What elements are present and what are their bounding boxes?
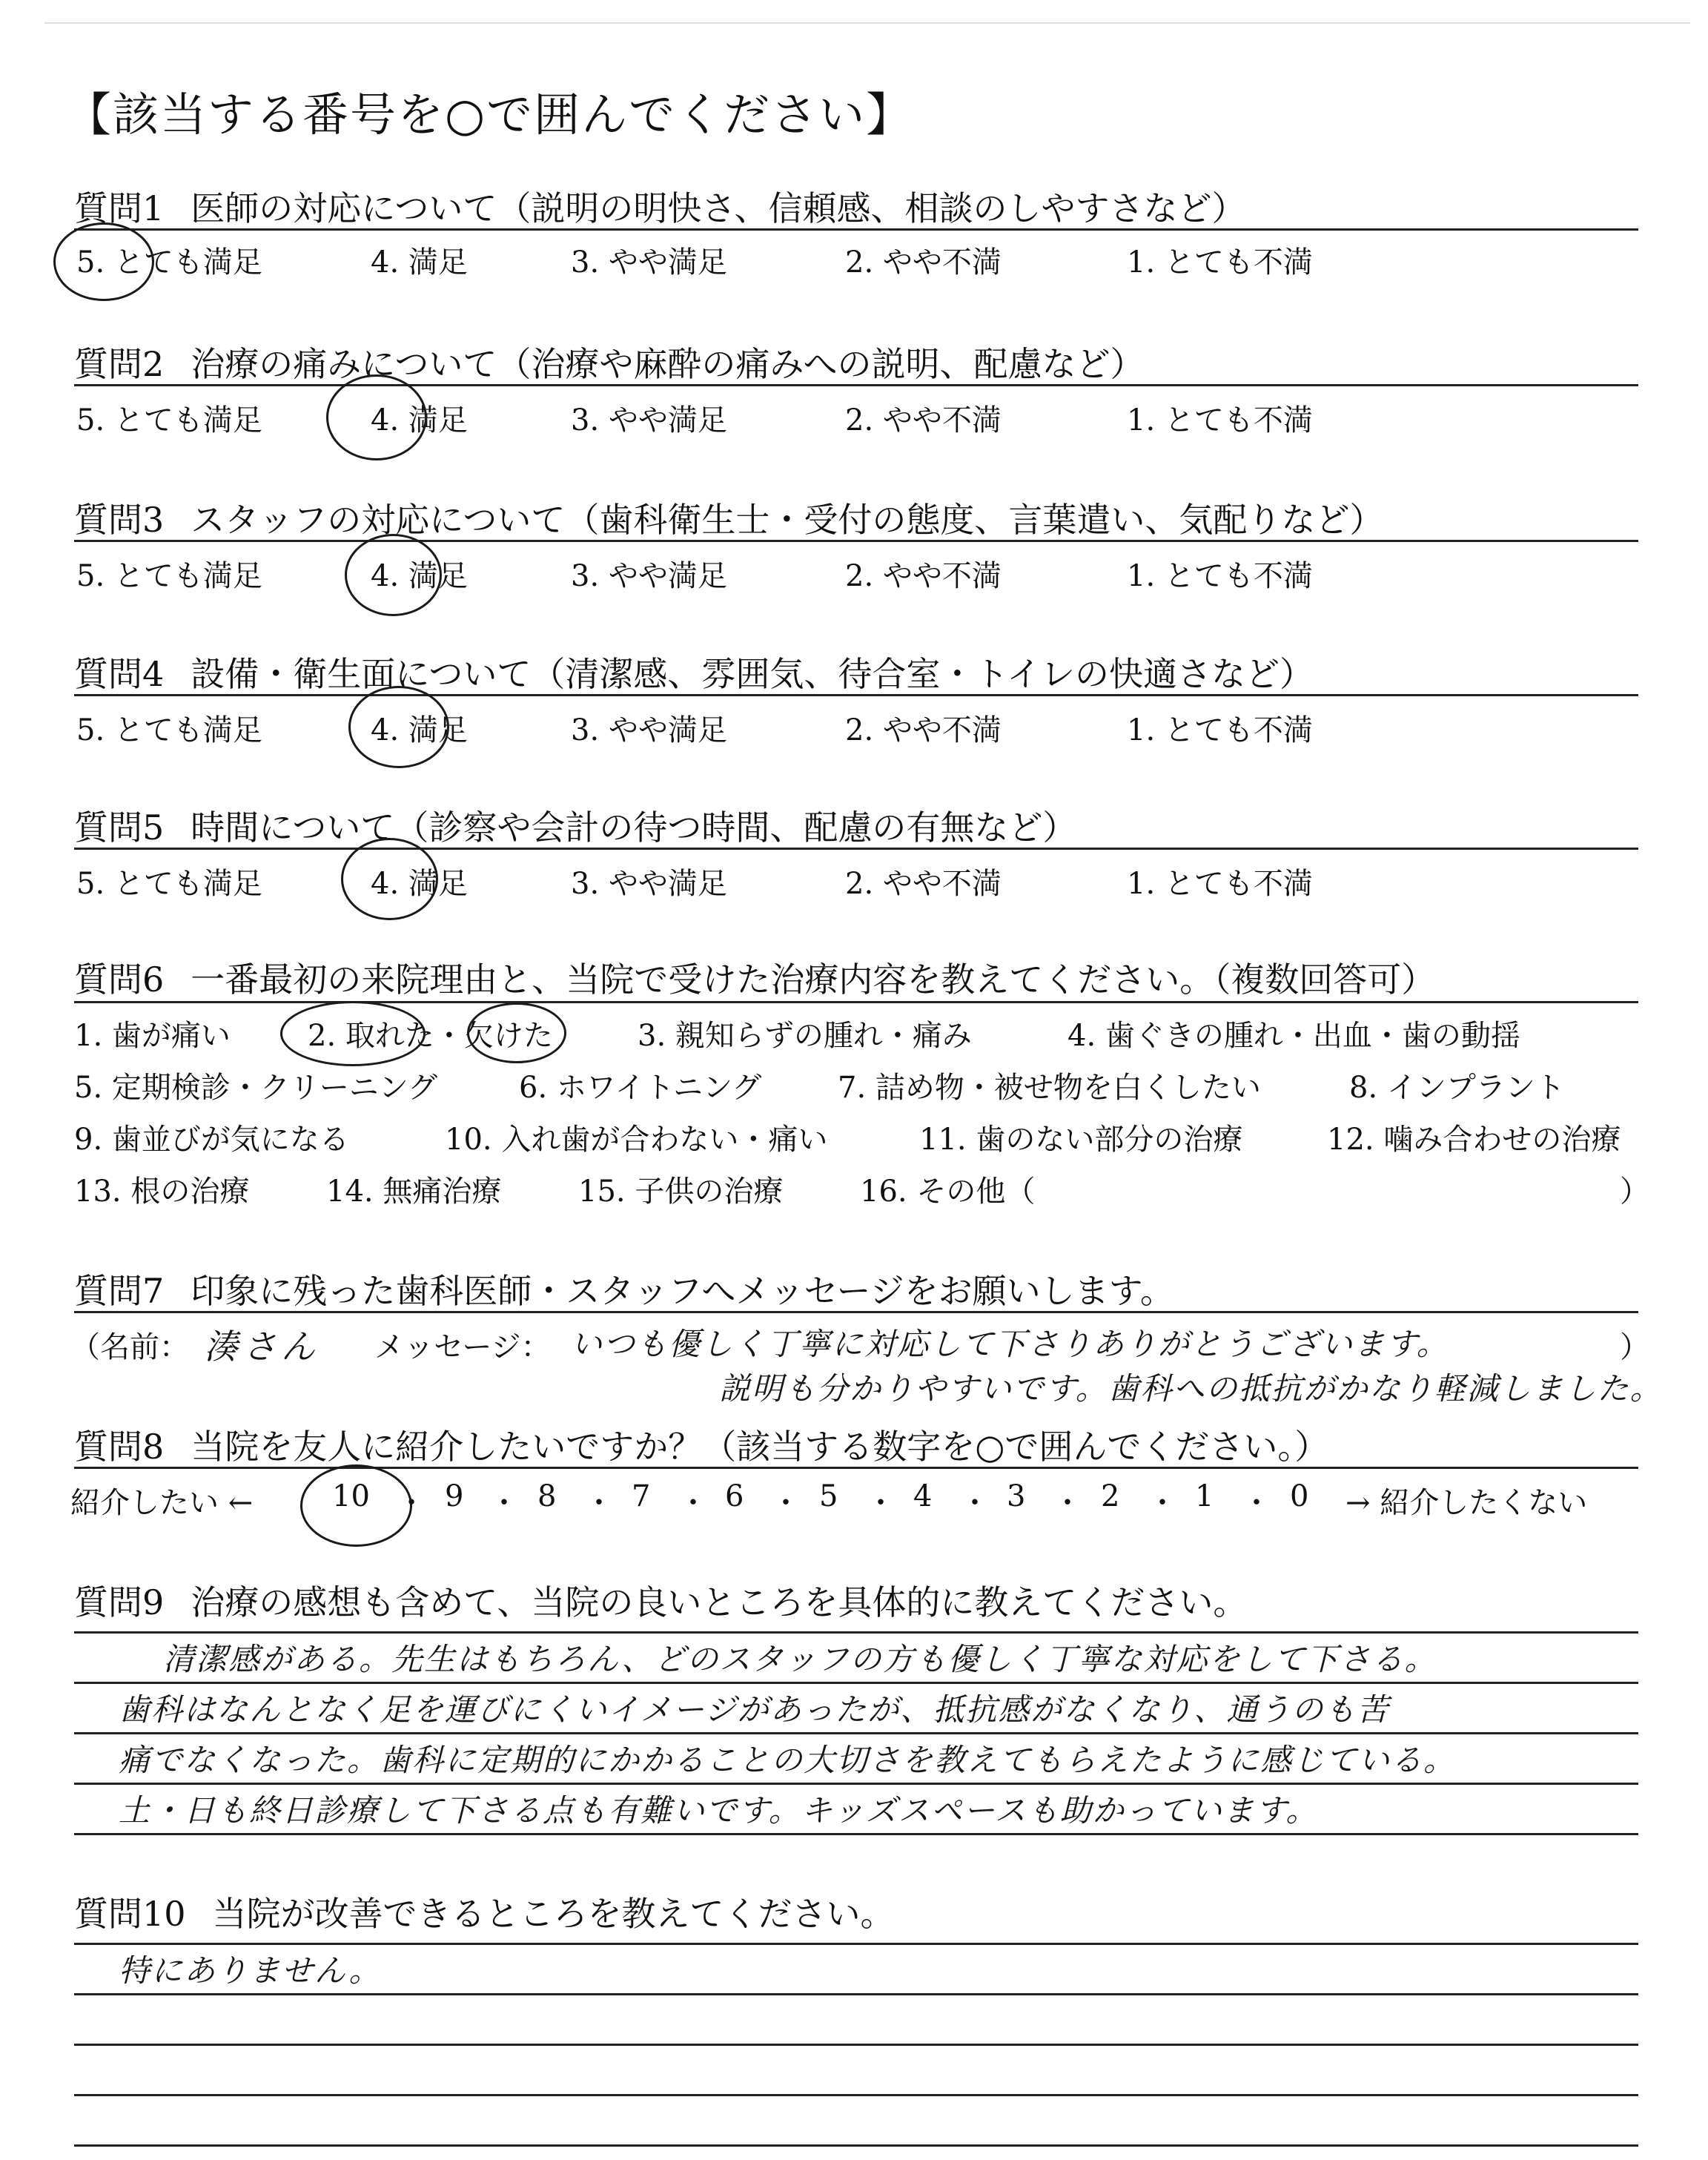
scale-value-2[interactable]: 2 bbox=[1101, 1479, 1120, 1513]
reason-10[interactable]: 10. 入れ歯が合わない・痛い bbox=[445, 1123, 828, 1157]
q4-option-1[interactable]: 1. とても不満 bbox=[1127, 713, 1313, 747]
question-6 bbox=[74, 953, 1435, 1002]
scale-dot: ・ bbox=[960, 1486, 990, 1520]
question-5 bbox=[74, 801, 1076, 850]
scale-value-3[interactable]: 3 bbox=[1007, 1479, 1026, 1513]
reason-9[interactable]: 9. 歯並びが気になる bbox=[74, 1123, 349, 1157]
message-name-value[interactable]: 湊さん bbox=[204, 1327, 320, 1367]
q4-option-4[interactable]: 4. 満足 bbox=[371, 713, 468, 747]
question-2-rule bbox=[74, 384, 1638, 386]
q9-line-2 bbox=[74, 1682, 1638, 1684]
q4-option-2[interactable]: 2. やや不満 bbox=[845, 713, 1002, 747]
scale-value-1[interactable]: 1 bbox=[1195, 1479, 1214, 1513]
question-10-text: 当院が改善できるところを教えてください。 bbox=[212, 1894, 895, 1934]
question-6-rule bbox=[74, 1001, 1638, 1003]
question-3-text: スタッフの対応について（歯科衛生士・受付の態度、言葉遣い、気配りなど） bbox=[191, 500, 1384, 540]
question-5-label: 質問5 bbox=[74, 807, 165, 848]
question-2-text: 治療の痛みについて（治療や麻酔の痛みへの説明、配慮など） bbox=[191, 344, 1145, 384]
reason-16-close: ） bbox=[1620, 1175, 1649, 1209]
question-3-rule bbox=[74, 540, 1638, 542]
question-4-label: 質問4 bbox=[74, 654, 165, 694]
q10-line-1 bbox=[74, 1943, 1638, 1945]
question-5-text: 時間について（診察や会計の待つ時間、配慮の有無など） bbox=[191, 807, 1077, 848]
message-line-1[interactable]: いつも優しく丁寧に対応して下さりありがとうございます。 bbox=[571, 1326, 1449, 1362]
question-8-text: 当院を友人に紹介したいですか？（該当する数字を○で囲んでください。） bbox=[191, 1427, 1329, 1467]
scale-value-8[interactable]: 8 bbox=[537, 1479, 557, 1513]
question-1-rule bbox=[74, 228, 1638, 231]
question-7-label: 質問7 bbox=[74, 1271, 165, 1311]
scale-value-4[interactable]: 4 bbox=[913, 1479, 933, 1513]
question-5-rule bbox=[74, 848, 1638, 850]
reason-16[interactable]: 16. その他（ bbox=[860, 1175, 1036, 1209]
reason-1[interactable]: 1. 歯が痛い bbox=[74, 1019, 231, 1053]
reason-8[interactable]: 8. インプラント bbox=[1349, 1071, 1565, 1105]
q1-option-4[interactable]: 4. 満足 bbox=[371, 245, 468, 280]
question-8 bbox=[74, 1420, 1328, 1469]
scale-dot: ・ bbox=[866, 1486, 896, 1520]
reason-6[interactable]: 6. ホワイトニング bbox=[519, 1071, 762, 1105]
message-name-label: （名前： bbox=[70, 1330, 189, 1364]
q3-option-1[interactable]: 1. とても不満 bbox=[1127, 559, 1313, 593]
q1-option-5[interactable]: 5. とても満足 bbox=[76, 245, 262, 280]
q9-line-3 bbox=[74, 1732, 1638, 1734]
q4-option-3[interactable]: 3. やや満足 bbox=[571, 713, 727, 747]
scale-right-label: → 紹介したくない bbox=[1345, 1486, 1588, 1520]
question-1-label: 質問1 bbox=[74, 188, 165, 228]
question-7-rule bbox=[74, 1311, 1638, 1313]
scale-dot: ・ bbox=[1148, 1486, 1177, 1520]
q9-line-4 bbox=[74, 1783, 1638, 1785]
q2-option-3[interactable]: 3. やや満足 bbox=[571, 403, 727, 437]
question-6-label: 質問6 bbox=[74, 960, 165, 1000]
q9-line-1 bbox=[74, 1631, 1638, 1634]
q1-option-1[interactable]: 1. とても不満 bbox=[1127, 245, 1313, 280]
question-6-text: 一番最初の来院理由と、当院で受けた治療内容を教えてください。（複数回答可） bbox=[191, 960, 1436, 1000]
scale-dot: ・ bbox=[1053, 1486, 1082, 1520]
q9-answer-line-3[interactable]: 痛でなくなった。歯科に定期的にかかることの大切さを教えてもらえたように感じている。 bbox=[119, 1742, 1457, 1778]
top-edge-line bbox=[44, 22, 1690, 24]
q3-answer-circle bbox=[345, 534, 442, 616]
question-9 bbox=[74, 1576, 1247, 1625]
question-9-label: 質問9 bbox=[74, 1582, 165, 1622]
question-10 bbox=[74, 1887, 895, 1936]
q9-answer-line-4[interactable]: 土・日も終日診療して下さる点も有難いです。キッズスペースも助かっています。 bbox=[119, 1792, 1319, 1829]
message-line-2[interactable]: 説明も分かりやすいです。歯科への抵抗がかなり軽減しました。 bbox=[719, 1370, 1663, 1407]
q10-answer[interactable]: 特にありません。 bbox=[119, 1952, 382, 1989]
reason-7[interactable]: 7. 詰め物・被せ物を白くしたい bbox=[838, 1071, 1261, 1105]
scale-dot: ・ bbox=[771, 1486, 801, 1520]
q5-option-2[interactable]: 2. やや不満 bbox=[845, 867, 1002, 901]
reason-2[interactable]: 2. 取れた・欠けた bbox=[308, 1019, 553, 1053]
scale-left-label: 紹介したい ← bbox=[70, 1486, 254, 1520]
q8-answer-circle bbox=[300, 1464, 412, 1547]
question-4-text: 設備・衛生面について（清潔感、雰囲気、待合室・トイレの快適さなど） bbox=[191, 654, 1314, 694]
q2-option-2[interactable]: 2. やや不満 bbox=[845, 403, 1002, 437]
reason-2-circle-a bbox=[280, 1001, 426, 1066]
question-9-text: 治療の感想も含めて、当院の良いところを具体的に教えてください。 bbox=[191, 1582, 1248, 1622]
message-label: メッセージ： bbox=[374, 1330, 551, 1364]
q5-answer-circle bbox=[341, 838, 438, 920]
q5-option-4[interactable]: 4. 満足 bbox=[371, 867, 468, 901]
reason-13[interactable]: 13. 根の治療 bbox=[74, 1175, 250, 1209]
q10-line-4 bbox=[74, 2094, 1638, 2096]
scale-dot: ・ bbox=[678, 1486, 708, 1520]
q4-answer-circle bbox=[348, 686, 449, 768]
question-1 bbox=[74, 182, 1246, 231]
reason-4[interactable]: 4. 歯ぐきの腫れ・出血・歯の動揺 bbox=[1068, 1019, 1520, 1053]
q5-option-3[interactable]: 3. やや満足 bbox=[571, 867, 727, 901]
reason-3[interactable]: 3. 親知らずの腫れ・痛み bbox=[638, 1019, 972, 1053]
q3-option-4[interactable]: 4. 満足 bbox=[371, 559, 468, 593]
q9-answer-line-2[interactable]: 歯科はなんとなく足を運びにくいイメージがあったが、抵抗感がなくなり、通うのも苦 bbox=[119, 1691, 1390, 1728]
scale-dot: ・ bbox=[489, 1486, 519, 1520]
question-2-label: 質問2 bbox=[74, 344, 165, 384]
question-8-rule bbox=[74, 1467, 1638, 1469]
q9-line-5 bbox=[74, 1833, 1638, 1835]
reason-15[interactable]: 15. 子供の治療 bbox=[578, 1175, 784, 1209]
scale-value-9[interactable]: 9 bbox=[445, 1479, 464, 1513]
q2-option-4[interactable]: 4. 満足 bbox=[371, 403, 468, 437]
scale-value-7[interactable]: 7 bbox=[632, 1479, 651, 1513]
q10-line-2 bbox=[74, 1993, 1638, 1995]
question-8-label: 質問8 bbox=[74, 1427, 165, 1467]
question-4-rule bbox=[74, 694, 1638, 696]
question-4 bbox=[74, 647, 1314, 696]
question-10-label: 質問10 bbox=[74, 1894, 186, 1934]
q10-line-3 bbox=[74, 2044, 1638, 2046]
q5-option-5[interactable]: 5. とても満足 bbox=[76, 867, 262, 901]
scale-value-5[interactable]: 5 bbox=[819, 1479, 838, 1513]
q2-option-5[interactable]: 5. とても満足 bbox=[76, 403, 262, 437]
question-3-label: 質問3 bbox=[74, 500, 165, 540]
q1-answer-circle bbox=[53, 222, 154, 301]
q2-option-1[interactable]: 1. とても不満 bbox=[1127, 403, 1313, 437]
q9-answer-line-1[interactable]: 清潔感がある。先生はもちろん、どのスタッフの方も優しく丁寧な対応をして下さる。 bbox=[163, 1641, 1437, 1677]
q5-option-1[interactable]: 1. とても不満 bbox=[1127, 867, 1313, 901]
reason-11[interactable]: 11. 歯のない部分の治療 bbox=[919, 1123, 1243, 1157]
q3-option-3[interactable]: 3. やや満足 bbox=[571, 559, 727, 593]
scale-value-10[interactable]: 10 bbox=[332, 1479, 370, 1513]
q1-option-2[interactable]: 2. やや不満 bbox=[845, 245, 1002, 280]
message-close: ） bbox=[1620, 1330, 1649, 1364]
scale-value-6[interactable]: 6 bbox=[725, 1479, 744, 1513]
q4-option-5[interactable]: 5. とても満足 bbox=[76, 713, 262, 747]
reason-14[interactable]: 14. 無痛治療 bbox=[326, 1175, 502, 1209]
scale-value-0[interactable]: 0 bbox=[1290, 1479, 1309, 1513]
scale-dot: ・ bbox=[397, 1486, 426, 1520]
q1-option-3[interactable]: 3. やや満足 bbox=[571, 245, 727, 280]
q3-option-2[interactable]: 2. やや不満 bbox=[845, 559, 1002, 593]
question-7 bbox=[74, 1264, 1174, 1313]
reason-2-circle-b bbox=[467, 1003, 566, 1063]
page-title: 【該当する番号を○で囲んでください】 bbox=[65, 87, 914, 142]
question-1-text: 医師の対応について（説明の明快さ、信頼感、相談のしやすさなど） bbox=[191, 188, 1246, 228]
q2-answer-circle bbox=[326, 374, 427, 460]
question-2 bbox=[74, 337, 1144, 386]
reason-12[interactable]: 12. 噛み合わせの治療 bbox=[1327, 1123, 1621, 1157]
scale-dot: ・ bbox=[1242, 1486, 1271, 1520]
q10-line-5 bbox=[74, 2144, 1638, 2147]
scale-dot: ・ bbox=[584, 1486, 614, 1520]
reason-5[interactable]: 5. 定期検診・クリーニング bbox=[74, 1071, 438, 1105]
q3-option-5[interactable]: 5. とても満足 bbox=[76, 559, 262, 593]
question-3 bbox=[74, 493, 1383, 542]
question-7-text: 印象に残った歯科医師・スタッフへメッセージをお願いします。 bbox=[191, 1271, 1174, 1311]
